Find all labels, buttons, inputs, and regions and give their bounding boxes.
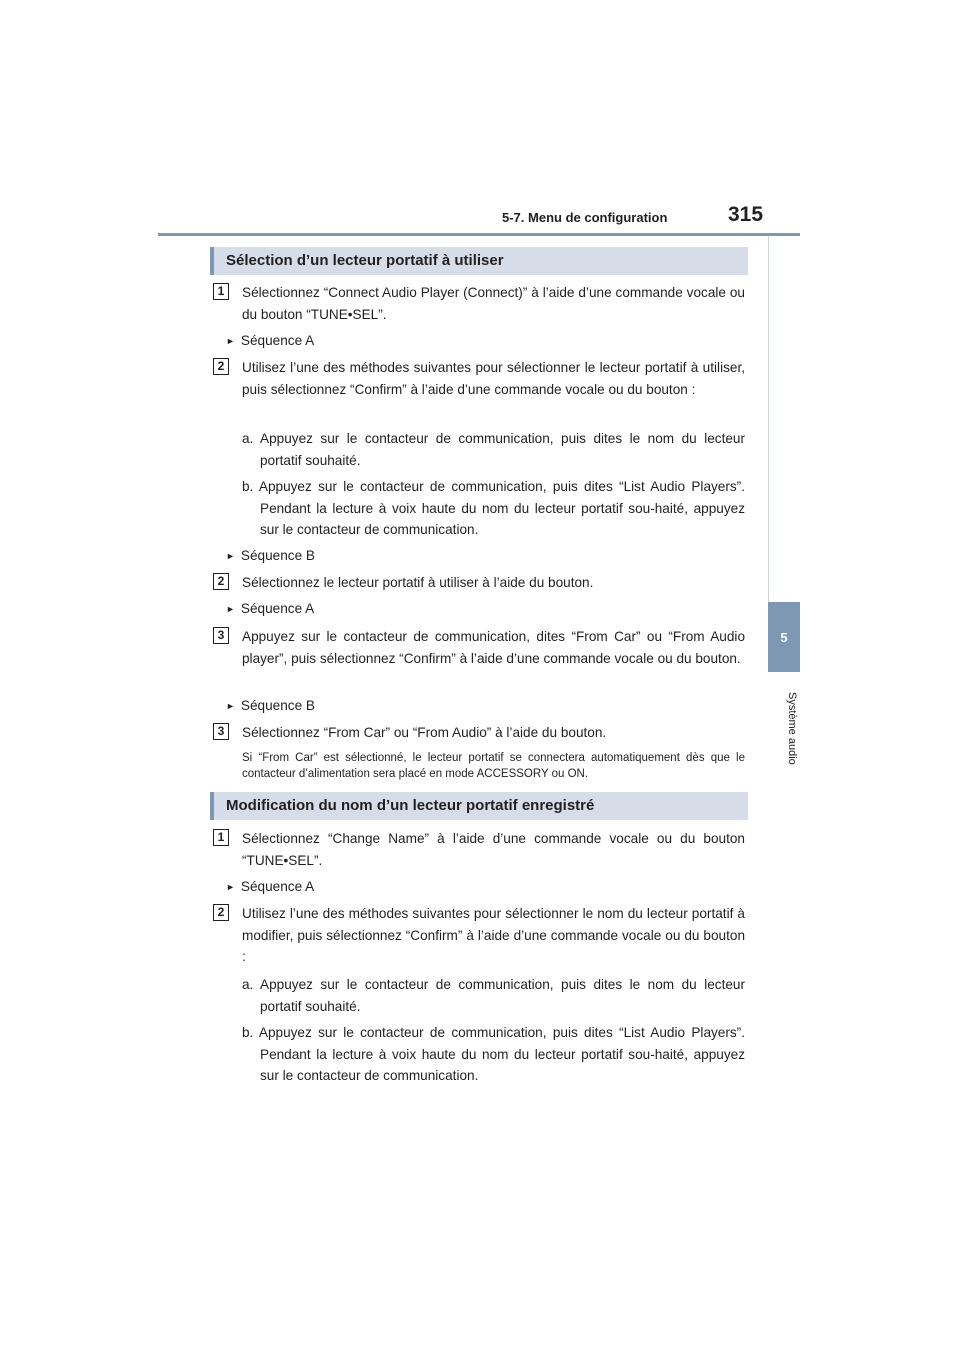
page-number: 315 (728, 203, 764, 226)
step-number: 2 (213, 904, 229, 921)
step-text: Sélectionnez le lecteur portatif à utiliser à l’aide du bouton. (242, 575, 594, 590)
sequence-label: ► Séquence A (226, 601, 315, 616)
sub-item: b. Appuyez sur le contacteur de communication, puis dites “List Audio Players”. Pendant la lecture à voix haute du nom du lecteur portatif sou-haité, appuyez sur le contacteur de communication. (242, 1025, 745, 1083)
triangle-bullet-icon: ► (226, 701, 235, 711)
triangle-bullet-icon: ► (226, 551, 235, 561)
step-number: 2 (213, 573, 229, 590)
section-title-rename-player: Modification du nom d’un lecteur portatif enregistré (210, 792, 748, 820)
step-text: Sélectionnez “Change Name” à l’aide d’une commande vocale ou du bouton “TUNE•SEL”. (242, 831, 745, 868)
sequence-label: ► Séquence B (226, 548, 315, 563)
header-rule (158, 233, 800, 236)
step-number: 3 (213, 723, 229, 740)
step-number: 3 (213, 627, 229, 644)
sequence-label: ► Séquence A (226, 879, 315, 894)
step-number: 2 (213, 358, 229, 375)
step-text: Sélectionnez “From Car” ou “From Audio” à l’aide du bouton. (242, 725, 607, 740)
step-text: Utilisez l’une des méthodes suivantes pour sélectionner le nom du lecteur portatif à modifier, puis sélectionnez “Confirm” à l’aide d’une commande vocale ou du bouton : (242, 906, 745, 964)
step-text: Utilisez l’une des méthodes suivantes pour sélectionner le lecteur portatif à utiliser, puis sélectionnez “Confirm” à l’aide d’une commande vocale ou du bouton : (242, 360, 745, 397)
sub-item: b. Appuyez sur le contacteur de communication, puis dites “List Audio Players”. Pendant la lecture à voix haute du nom du lecteur portatif sou-haité, appuyez sur le contacteur de communication. (242, 479, 745, 537)
triangle-bullet-icon: ► (226, 882, 235, 892)
sub-item: a. Appuyez sur le contacteur de communication, puis dites le nom du lecteur portatif souhaité. (242, 431, 745, 468)
step-text: Appuyez sur le contacteur de communication, dites “From Car” ou “From Audio player”, puis sélectionnez “Confirm” à l’aide d’une commande vocale ou du bouton. (242, 629, 745, 666)
note-text: Si “From Car” est sélectionné, le lecteur portatif se connectera automatiquement dès que le contacteur d’alimentation sera placé en mode ACCESSORY ou ON. (242, 752, 745, 780)
running-header-section: 5-7. Menu de configuration (502, 210, 668, 225)
chapter-tab: 5 (768, 602, 800, 672)
section-title-select-player: Sélection d’un lecteur portatif à utiliser (210, 247, 748, 275)
sequence-label: ► Séquence A (226, 333, 315, 348)
side-divider (768, 236, 801, 602)
sub-item: a. Appuyez sur le contacteur de communication, puis dites le nom du lecteur portatif souhaité. (242, 977, 745, 1014)
step-number: 1 (213, 283, 229, 300)
sequence-label: ► Séquence B (226, 698, 315, 713)
triangle-bullet-icon: ► (226, 336, 235, 346)
chapter-label: Système audio (786, 691, 798, 765)
step-text: Sélectionnez “Connect Audio Player (Connect)” à l’aide d’une commande vocale ou du bouton “TUNE•SEL”. (242, 285, 745, 322)
triangle-bullet-icon: ► (226, 604, 235, 614)
step-number: 1 (213, 829, 229, 846)
